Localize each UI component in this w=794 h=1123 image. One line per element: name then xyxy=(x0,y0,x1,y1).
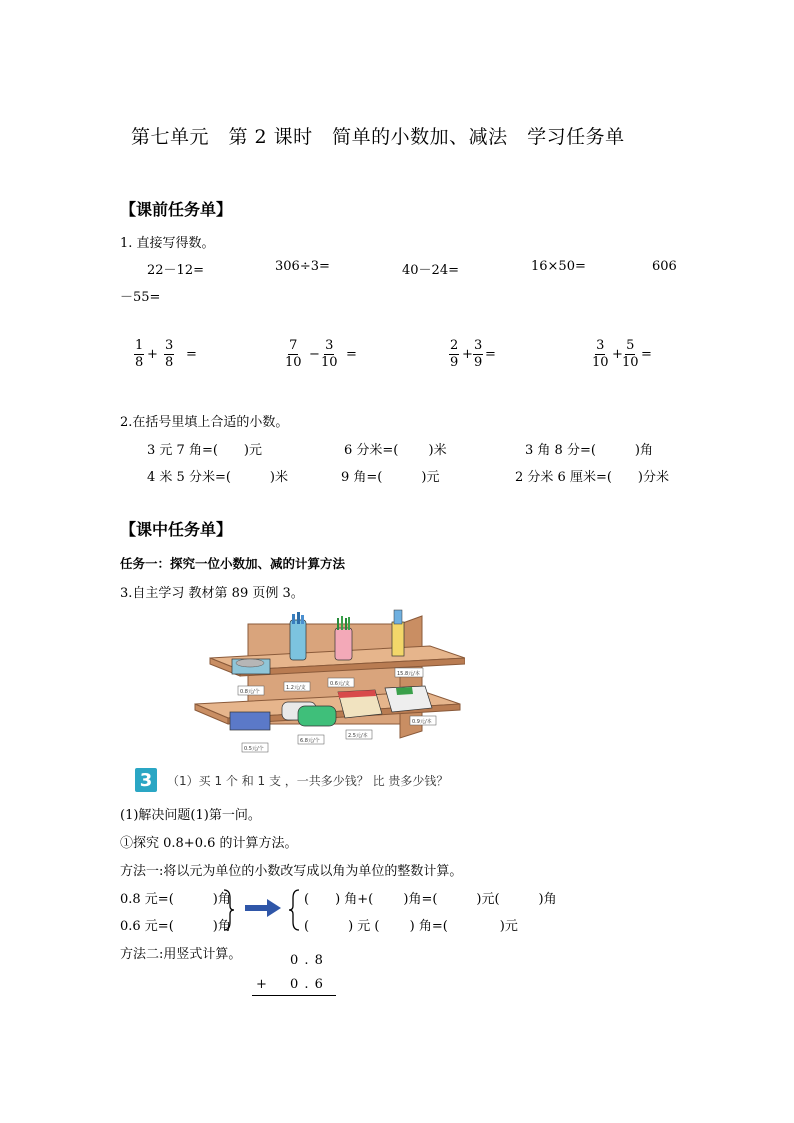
fill-item: 3 元 7 角=( )元 xyxy=(147,443,262,458)
method1-text: 方法一:将以元为单位的小数改写成以角为单位的整数计算。 xyxy=(120,864,463,879)
fraction: $\frac{2}{9}$ xyxy=(450,338,459,370)
price-tag: 15.8元/本 xyxy=(397,671,420,677)
calc-item: 306÷3= xyxy=(275,259,330,274)
price-tag: 6.8元/个 xyxy=(300,738,320,744)
operator: + xyxy=(612,347,623,362)
section-heading-in: 【课中任务单】 xyxy=(120,520,233,539)
fill-item: 2 分米 6 厘米=( )分米 xyxy=(515,470,669,485)
page-title: 第七单元 第 2 课时 简单的小数加、减法 学习任务单 xyxy=(131,126,625,148)
example-3-banner xyxy=(135,768,515,796)
equals: = xyxy=(346,347,357,362)
calc-item: 40－24= xyxy=(402,263,459,278)
q1-prompt: 1. 直接写得数。 xyxy=(120,236,215,251)
equals: = xyxy=(186,347,197,362)
q2-prompt: 2.在括号里填上合适的小数。 xyxy=(120,415,289,430)
vertical-operator: + xyxy=(256,977,267,992)
fraction: $\frac{1}{8}$ xyxy=(135,338,144,370)
price-tag: 1.2元/支 xyxy=(286,685,306,691)
fraction: $\frac{7}{10}$ xyxy=(285,338,302,370)
result-line: ( ) 元 ( ) 角=( )元 xyxy=(304,919,518,934)
vertical-top: 0 . 8 xyxy=(290,953,324,968)
calc-item: 16×50= xyxy=(531,259,586,274)
price-tag: 0.5元/个 xyxy=(244,746,264,752)
fill-item: 4 米 5 分米=( )米 xyxy=(147,470,288,485)
calc-item: 22－12= xyxy=(147,263,204,278)
vertical-bottom: 0 . 6 xyxy=(290,977,324,992)
task1-heading: 任务一：探究一位小数加、减的计算方法 xyxy=(120,556,346,571)
fill-item: 9 角=( )元 xyxy=(341,470,440,485)
result-line: ( ) 角+( )角=( )元( )角 xyxy=(304,892,557,907)
operator: + xyxy=(147,347,158,362)
operator: − xyxy=(309,347,320,362)
example-number-badge: 3 xyxy=(135,768,157,792)
example-question: （1）买 1 个 和 1 支 ，一共多少钱？ 比 贵多少钱？ xyxy=(167,774,449,788)
conversion-line: 0.8 元=( )角 xyxy=(120,892,231,907)
fraction: $\frac{3}{8}$ xyxy=(165,338,174,370)
fraction: $\frac{3}{10}$ xyxy=(321,338,338,370)
fraction: $\frac{5}{10}$ xyxy=(622,338,639,370)
explore-prompt: ①探究 0.8+0.6 的计算方法。 xyxy=(120,836,298,851)
calc-item-wrap: －55= xyxy=(120,290,161,305)
left-brace-icon xyxy=(287,888,301,932)
calc-item: 606 xyxy=(652,259,677,274)
fraction: $\frac{3}{9}$ xyxy=(474,338,483,370)
method2-text: 方法二:用竖式计算。 xyxy=(120,947,242,962)
right-arrow-icon xyxy=(245,899,281,917)
price-tag: 0.6元/支 xyxy=(330,681,350,687)
price-tag: 2.5元/本 xyxy=(348,733,368,739)
solve-prompt: (1)解决问题(1)第一问。 xyxy=(120,808,261,823)
fill-item: 3 角 8 分=( )角 xyxy=(525,443,653,458)
operator: + xyxy=(462,347,473,362)
price-tag: 0.8元/个 xyxy=(240,689,260,695)
right-brace-icon xyxy=(222,888,236,932)
fill-item: 6 分米=( )米 xyxy=(344,443,447,458)
fraction: $\frac{3}{10}$ xyxy=(592,338,609,370)
section-heading-pre: 【课前任务单】 xyxy=(120,200,233,219)
vertical-sum-line xyxy=(252,995,336,996)
equals: = xyxy=(485,347,496,362)
equals: = xyxy=(641,347,652,362)
shelf-illustration xyxy=(190,606,465,756)
price-tag: 0.9元/本 xyxy=(412,719,432,725)
conversion-line: 0.6 元=( )角 xyxy=(120,919,231,934)
q3-prompt: 3.自主学习 教材第 89 页例 3。 xyxy=(120,586,304,601)
